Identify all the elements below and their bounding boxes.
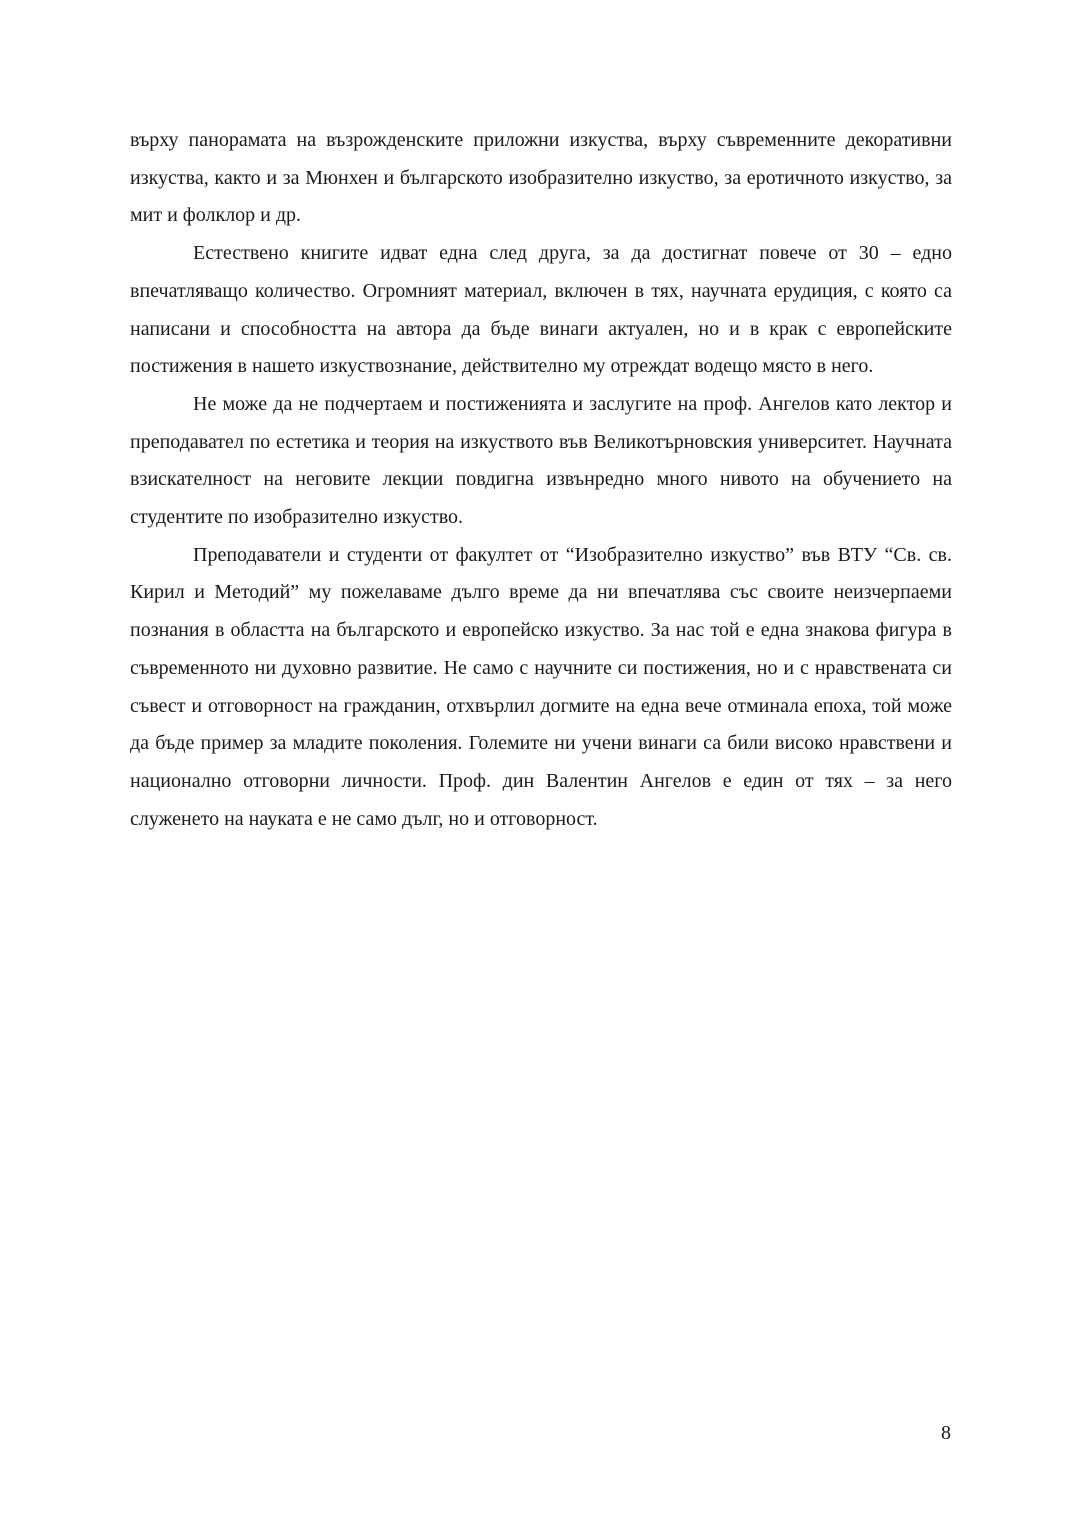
paragraph-wishes: Преподаватели и студенти от факултет от “Изобразително изкуство” във ВТУ “Св. св. Кирил и Методий” му пожелаваме дълго време да ни впечатлява със своите неизчерпаеми познания в областта на българското и европейско изкуство. За нас той е една знакова фигура в съвременното ни духовно развитие. Не само с научните си постижения, но и с нравствената си съвест и отговорност на гражданин, отхвърлил догмите на една вече отминала епоха, той може да бъде пример за младите поколения. Големите ни учени винаги са били високо нравствени и национално отговорни личности. Проф. дин Валентин Ангелов е един от тях – за него служенето на науката е не само дълг, но и отговорност.: [130, 543, 952, 830]
page-number: 8: [941, 1422, 951, 1444]
body-text: [130, 122, 952, 838]
paragraph-lecturer: Не може да не подчертаем и постиженията и заслугите на проф. Ангелов като лектор и преподавател по естетика и теория на изкуството във Великотърновския университет. Научната взискателност на неговите лекции повдигна извънредно много нивото на обучението на студентите по изобразително изкуство.: [130, 392, 952, 529]
paragraph-books: Естествено книгите идват една след друга, за да достигнат повече от 30 – едно впечатляващо количество. Огромният материал, включен в тях, научната ерудиция, с която са написани и способността на автора да бъде винаги актуален, но и в крак с европейските постижения в нашето изкуствознание, действително му отреждат водещо място в него.: [130, 242, 952, 378]
paragraph-continuation: върху панорамата на възрожденските приложни изкуства, върху съвременните декоративни изкуства, както и за Мюнхен и българското изобразително изкуство, за еротичното изкуство, за мит и фолклор и др.: [130, 129, 952, 227]
